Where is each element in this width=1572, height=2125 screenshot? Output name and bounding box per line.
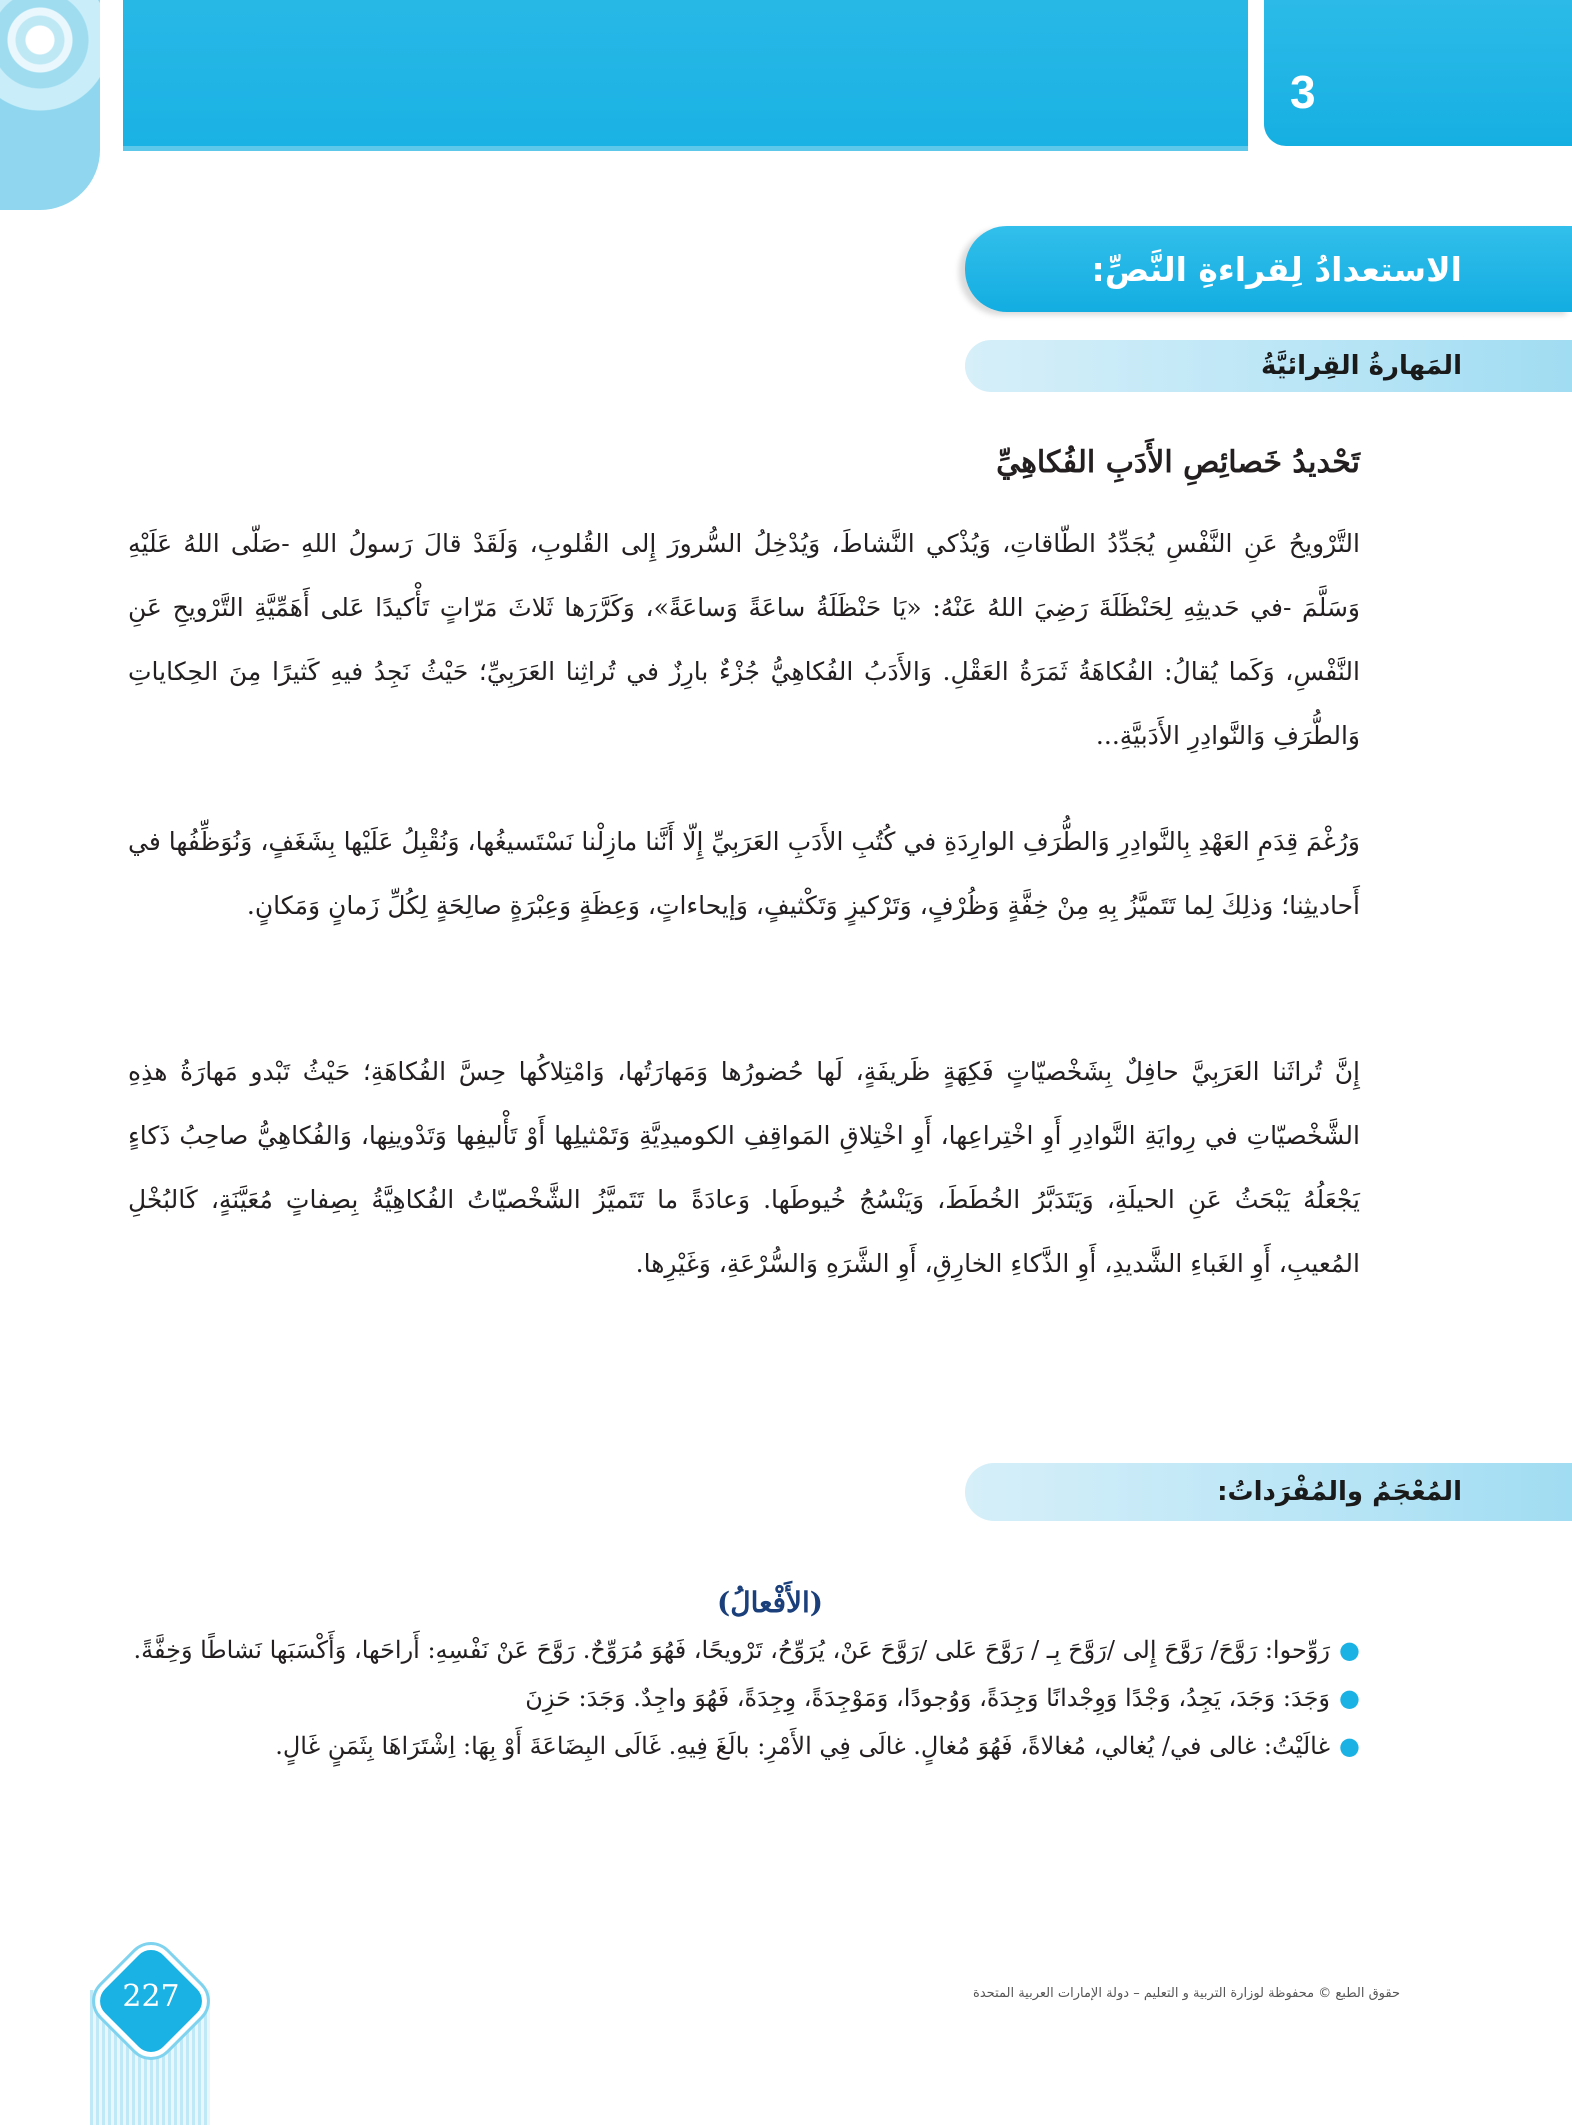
section-heading-label: الاستعدادُ لِقراءةِ النَّصِّ: xyxy=(1091,249,1462,289)
bullet-icon: ● xyxy=(1339,1684,1360,1712)
bullet-icon: ● xyxy=(1339,1732,1360,1760)
body-paragraph: وَرُغْمَ قِدَمِ العَهْدِ بِالنَّوادِرِ وَالطُّرَفِ الوارِدَةِ في كُتُبِ الأَدَبِ العَرَبِيِّ إِلّا أَنَّنا مازِلْنا نَسْتَسيغُها، وَنُقْبِلُ عَلَيْها بِشَغَفٍ، وَنُوَظِّفُها في أَحاديثِنا؛ وَذلِكَ لِما تَتَميَّزُ بِهِ مِنْ خِفَّةٍ وَظُرْفٍ، وَتَرْكيزٍ وَتَكْثيفٍ، وَإيحاءاتٍ، وَعِظَةٍ وَعِبْرَةٍ صالِحَةٍ لِكُلِّ زَمانٍ وَمَكانٍ. xyxy=(128,827,1360,920)
section-heading-reading-skill xyxy=(965,340,1572,392)
list-item xyxy=(110,1724,1360,1768)
page-number: 227 xyxy=(122,1979,180,2014)
vocabulary-entry: وَجَدَ: وَجَدَ، يَجِدُ، وَجْدًا وَوِجْدانًا وَجِدَةً، وَوُجودًا، وَمَوْجِدَةً، وِجِدَةً، فَهُوَ واجِدٌ. وَجَدَ: حَزِنَ xyxy=(525,1684,1330,1712)
section-heading-reading-prep xyxy=(965,226,1572,312)
body-paragraph: إِنَّ تُراثَنا العَرَبِيَّ حافِلٌ بِشَخْصيّاتٍ فَكِهَةٍ ظَريفَةٍ، لَها حُضورُها وَمَهارَتُها، وَامْتِلاكُها حِسَّ الفُكاهَةِ؛ حَيْثُ تَبْدو مَهارَةُ هذِهِ الشَّخْصيّاتِ في رِوايَةِ النَّوادِرِ أَوِ اخْتِراعِها، أَوِ اخْتِلاقِ المَواقِفِ الكوميدِيَّةِ وَتَمْثيلِها أَوْ تَأْليفِها وَتَدْوينِها، وَالفُكاهِيُّ صاحِبُ ذَكاءٍ يَجْعَلُهُ يَبْحَثُ عَنِ الحيلَةِ، وَيَتَدَبَّرُ الخُطَطَ، وَيَنْسُجُ خُيوطَها. وَعادَةً ما تَتَميَّزُ الشَّخْصيّاتُ الفُكاهِيَّةُ بِصِفاتٍ مُعَيَّنَةٍ، كَالبُخْلِ المُعيبِ، أَوِ الغَباءِ الشَّديدِ، أَوِ الذَّكاءِ الخارِقِ، أَوِ الشَّرَهِ وَالسُّرْعَةِ، وَغَيْرِها. xyxy=(128,1057,1360,1278)
corner-decoration xyxy=(0,0,100,210)
header-banner xyxy=(123,0,1248,151)
vocabulary-entry: غالَيْتُ: غالى في/ يُغالي، مُغالاةً، فَهُوَ مُغالٍ. غالَى فِي الأَمْرِ: بالَغَ فِيهِ. غَالَى البِضَاعَةَ أَوْ بِهَا: اِشْتَرَاهَا بِثَمَنٍ غَالٍ. xyxy=(275,1732,1330,1760)
lesson-title: تَحْديدُ خَصائِصِ الأَدَبِ الفُكاهِيِّ xyxy=(996,445,1360,480)
vocabulary-entry: رَوِّحوا: رَوَّحَ/ رَوَّحَ إِلى /رَوَّحَ بِـ / رَوَّحَ عَلى /رَوَّحَ عَنْ، يُرَوِّحُ، تَرْويحًا، فَهُوَ مُرَوِّحٌ. رَوَّحَ عَنْ نَفْسِهِ: أَراحَها، وَأَكْسَبَها نَشاطًا وَخِفَّةً. xyxy=(133,1636,1330,1664)
body-paragraph: التَّرْويحُ عَنِ النَّفْسِ يُجَدِّدُ الطّاقاتِ، وَيُذْكي النَّشاطَ، وَيُدْخِلُ السُّرورَ إِلى القُلوبِ، وَلَقَدْ قالَ رَسولُ اللهِ -صَلّى اللهُ عَلَيْهِ وَسَلَّمَ -في حَديثِهِ لِحَنْظَلَةَ رَضِيَ اللهُ عَنْهُ: «يَا حَنْظَلَةُ ساعَةً وَساعَةً»، وَكَرَّرَها ثَلاثَ مَرّاتٍ تَأْكيدًا عَلى أَهَمِّيَّةِ التَّرْويحِ عَنِ النَّفْسِ، وَكَما يُقالُ: الفُكاهَةُ ثَمَرَةُ العَقْلِ. وَالأَدَبُ الفُكاهِيُّ جُزْءٌ بارِزٌ في تُراثِنا العَرَبِيِّ؛ حَيْثُ نَجِدُ فيهِ كَثيرًا مِنَ الحِكاياتِ وَالطُّرَفِ وَالنَّوادِرِ الأَدَبيَّةِ... xyxy=(128,529,1360,750)
verbs-subtitle: (الأَفْعالُ) xyxy=(716,1586,823,1619)
banner-divider xyxy=(1248,0,1264,146)
section-heading-label: المُعْجَمُ والمُفْرَداتُ: xyxy=(1217,1477,1462,1507)
bullet-icon: ● xyxy=(1339,1636,1360,1664)
copyright-notice: حقوق الطبع © محفوظة لوزارة التربية و التعليم – دولة الإمارات العربية المتحدة xyxy=(973,1986,1400,2001)
list-item xyxy=(110,1628,1360,1672)
list-item xyxy=(110,1676,1360,1720)
vocabulary-list xyxy=(110,1628,1360,1772)
section-heading-label: المَهارةُ القِرائيَّةُ xyxy=(1260,351,1462,381)
chapter-number: 3 xyxy=(1290,66,1316,118)
section-heading-vocabulary xyxy=(965,1463,1572,1521)
